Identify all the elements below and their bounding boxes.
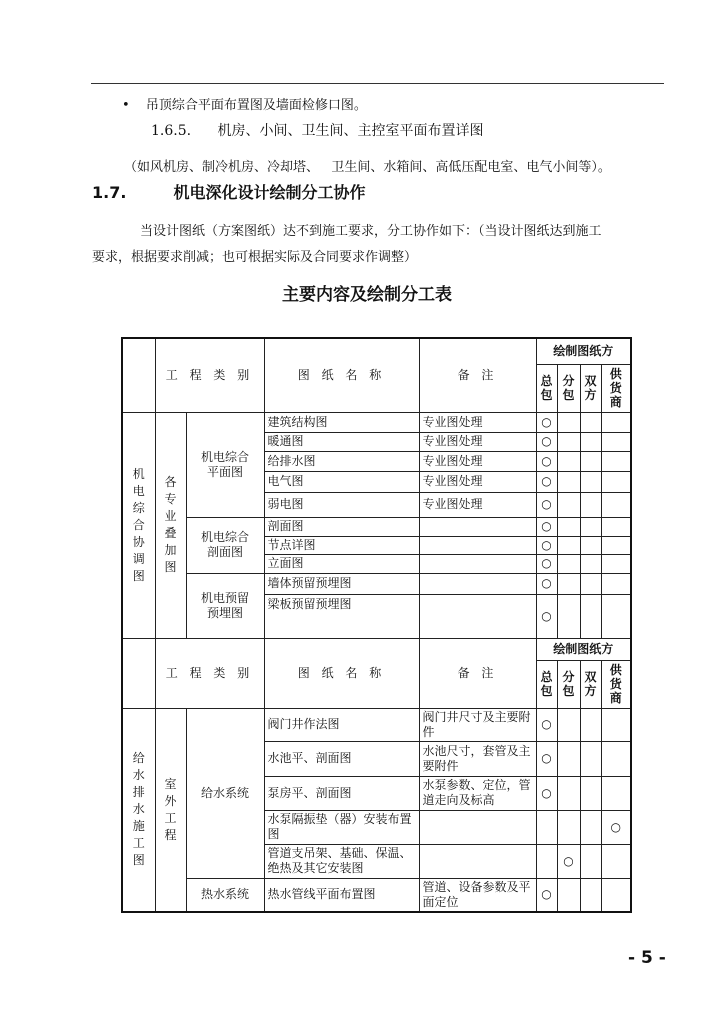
mark-circle: ○ bbox=[557, 844, 580, 878]
intro-line-1: 当设计图纸（方案图纸）达不到施工要求，分工协作如下：（当设计图纸达到施工 bbox=[140, 224, 602, 239]
header-rule bbox=[91, 83, 664, 84]
col-category-header: 工 程 类 别 bbox=[155, 638, 264, 708]
drawing-name: 电气图 bbox=[264, 471, 419, 492]
drawing-note bbox=[419, 810, 536, 844]
col-category-header: 工 程 类 别 bbox=[155, 338, 264, 412]
mark-circle: ○ bbox=[536, 412, 557, 432]
drawing-name: 管道支吊架、基础、保温、绝热及其它安装图 bbox=[264, 844, 419, 878]
table-title: 主要内容及绘制分工表 bbox=[282, 285, 452, 305]
group-header: 绘制图纸方 bbox=[536, 638, 631, 660]
table-row bbox=[122, 573, 631, 594]
mark-circle: ○ bbox=[536, 451, 557, 471]
group-label: 给水系统 bbox=[186, 708, 264, 878]
section-title: 机电深化设计绘制分工协作 bbox=[173, 183, 366, 202]
drawing-note bbox=[419, 554, 536, 573]
drawing-note: 专业图处理 bbox=[419, 412, 536, 432]
col-subcontractor: 分 包 bbox=[557, 364, 580, 412]
subcategory-label: 室 外 工 程 bbox=[155, 708, 186, 912]
table-row bbox=[122, 878, 631, 912]
drawing-note bbox=[419, 573, 536, 594]
bullet-icon: • bbox=[122, 98, 130, 113]
drawing-name: 水池平、剖面图 bbox=[264, 741, 419, 776]
group-label: 热水系统 bbox=[186, 878, 264, 912]
mark-circle: ○ bbox=[536, 554, 557, 573]
col-drawing-header: 图 纸 名 称 bbox=[264, 338, 419, 412]
division-table bbox=[121, 337, 632, 913]
table-header-row bbox=[122, 638, 631, 660]
drawing-name: 水泵隔振垫（器）安装布置图 bbox=[264, 810, 419, 844]
drawing-note: 专业图处理 bbox=[419, 432, 536, 451]
table-header-row bbox=[122, 338, 631, 364]
section-heading bbox=[92, 180, 366, 203]
mark-circle: ○ bbox=[536, 741, 557, 776]
drawing-name: 阀门井作法图 bbox=[264, 708, 419, 741]
mark-circle: ○ bbox=[536, 517, 557, 536]
drawing-name: 梁板预留预埋图 bbox=[264, 594, 419, 638]
drawing-name: 弱电图 bbox=[264, 492, 419, 517]
mark-circle: ○ bbox=[536, 492, 557, 517]
col-note-header: 备 注 bbox=[419, 338, 536, 412]
col-drawing-header: 图 纸 名 称 bbox=[264, 638, 419, 708]
drawing-note bbox=[419, 844, 536, 878]
drawing-name: 节点详图 bbox=[264, 536, 419, 554]
col-general-contractor: 总 包 bbox=[536, 660, 557, 708]
drawing-note: 专业图处理 bbox=[419, 451, 536, 471]
paren-note: （如风机房、制冷机房、冷却塔、 卫生间、水箱间、高低压配电室、电气小间等）。 bbox=[124, 160, 611, 175]
mark-circle: ○ bbox=[536, 432, 557, 451]
drawing-note: 专业图处理 bbox=[419, 471, 536, 492]
intro-line-2: 要求，根据要求削减；也可根据实际及合同要求作调整） bbox=[92, 250, 418, 265]
drawing-note bbox=[419, 536, 536, 554]
col-both: 双 方 bbox=[580, 364, 601, 412]
table-row bbox=[122, 412, 631, 432]
col-general-contractor: 总 包 bbox=[536, 364, 557, 412]
mark-circle: ○ bbox=[536, 708, 557, 741]
drawing-name: 泵房平、剖面图 bbox=[264, 776, 419, 810]
category-label: 给 水 排 水 施 工 图 bbox=[122, 708, 155, 912]
table-row bbox=[122, 517, 631, 536]
col-both: 双 方 bbox=[580, 660, 601, 708]
bullet-text: 吊顶综合平面布置图及墙面检修口图。 bbox=[145, 98, 367, 113]
col-subcontractor: 分 包 bbox=[557, 660, 580, 708]
drawing-name: 给排水图 bbox=[264, 451, 419, 471]
section-number: 1.7. bbox=[92, 183, 127, 202]
mark-circle: ○ bbox=[536, 471, 557, 492]
drawing-note: 水泵参数、定位，管道走向及标高 bbox=[419, 776, 536, 810]
mark-circle: ○ bbox=[536, 594, 557, 638]
subsection-number: 1.6.5. bbox=[151, 123, 192, 139]
mark-circle: ○ bbox=[536, 536, 557, 554]
col-supplier: 供 货 商 bbox=[601, 660, 631, 708]
col-note-header: 备 注 bbox=[419, 638, 536, 708]
drawing-name: 建筑结构图 bbox=[264, 412, 419, 432]
drawing-note: 阀门井尺寸及主要附件 bbox=[419, 708, 536, 741]
mark-circle: ○ bbox=[536, 878, 557, 912]
table-row bbox=[122, 708, 631, 741]
group-label: 机电综合 平面图 bbox=[186, 412, 264, 517]
drawing-name: 剖面图 bbox=[264, 517, 419, 536]
page-number: - 5 - bbox=[628, 948, 666, 968]
subsection-title: 机房、小间、卫生间、主控室平面布置详图 bbox=[217, 123, 484, 139]
subcategory-label: 各 专 业 叠 加 图 bbox=[155, 412, 186, 638]
subsection-heading bbox=[151, 120, 484, 140]
drawing-note: 水池尺寸，套管及主要附件 bbox=[419, 741, 536, 776]
group-label: 机电预留 预埋图 bbox=[186, 573, 264, 638]
group-label: 机电综合 剖面图 bbox=[186, 517, 264, 573]
col-supplier: 供 货 商 bbox=[601, 364, 631, 412]
drawing-name: 立面图 bbox=[264, 554, 419, 573]
bullet-line bbox=[122, 94, 367, 113]
drawing-name: 热水管线平面布置图 bbox=[264, 878, 419, 912]
drawing-note: 专业图处理 bbox=[419, 492, 536, 517]
mark-circle: ○ bbox=[601, 810, 631, 844]
drawing-note: 管道、设备参数及平面定位 bbox=[419, 878, 536, 912]
category-label: 机 电 综 合 协 调 图 bbox=[122, 412, 155, 638]
mark-circle: ○ bbox=[536, 573, 557, 594]
drawing-name: 暖通图 bbox=[264, 432, 419, 451]
drawing-name: 墙体预留预埋图 bbox=[264, 573, 419, 594]
mark-circle: ○ bbox=[536, 776, 557, 810]
group-header: 绘制图纸方 bbox=[536, 338, 631, 364]
drawing-note bbox=[419, 517, 536, 536]
drawing-note bbox=[419, 594, 536, 638]
